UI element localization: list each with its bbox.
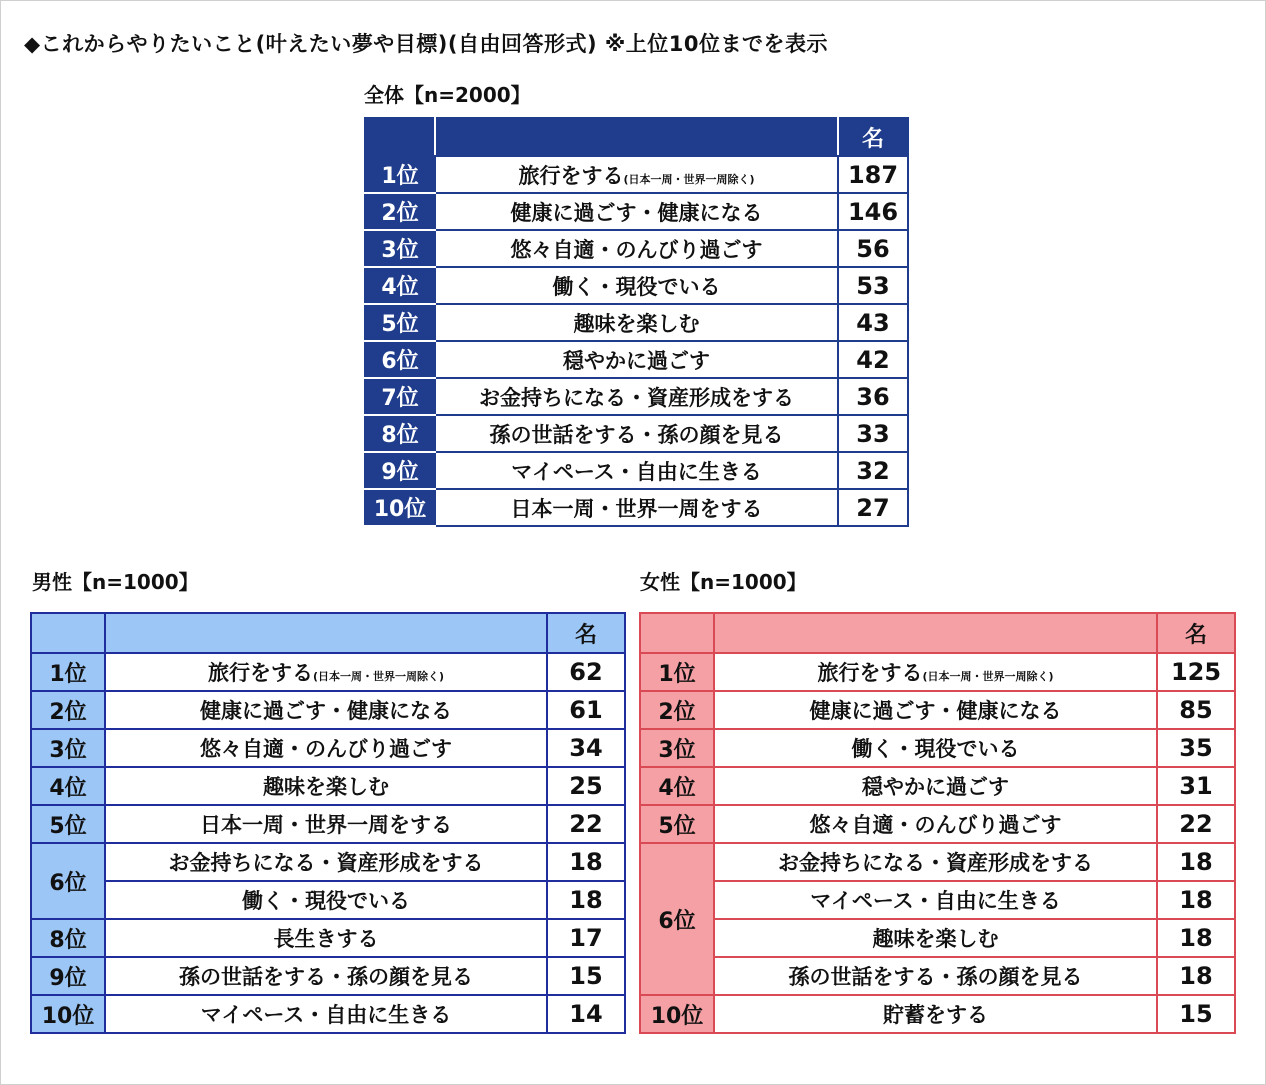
count-cell: 18 <box>1157 843 1235 881</box>
rank-cell: 3位 <box>365 230 435 267</box>
table-row <box>640 957 1235 995</box>
item-note: (日本一周・世界一周除く) <box>623 172 755 186</box>
count-cell: 53 <box>838 267 908 304</box>
table-row <box>640 767 1235 805</box>
male-caption: 男性【n=1000】 <box>32 570 199 594</box>
count-cell: 62 <box>547 653 625 691</box>
rank-cell: 6位 <box>365 341 435 378</box>
rank-cell: 2位 <box>365 193 435 230</box>
count-header-cell: 名 <box>838 118 908 156</box>
rank-header-cell <box>31 613 105 653</box>
female-ranking-table <box>639 612 1236 1034</box>
rank-cell: 1位 <box>365 156 435 193</box>
table-row <box>365 156 908 193</box>
item-header-cell <box>714 613 1157 653</box>
table-row <box>365 452 908 489</box>
item-text: 旅行をする <box>817 661 923 685</box>
count-cell: 56 <box>838 230 908 267</box>
table-row <box>31 995 625 1033</box>
table-row <box>365 489 908 526</box>
table-row <box>31 653 625 691</box>
table-header-row <box>365 118 908 156</box>
item-note: (日本一周・世界一周除く) <box>312 670 445 683</box>
item-text: 旅行をする <box>207 661 313 685</box>
count-cell: 85 <box>1157 691 1235 729</box>
table-row <box>31 805 625 843</box>
table-row <box>640 805 1235 843</box>
count-cell: 125 <box>1157 653 1235 691</box>
item-cell: 孫の世話をする・孫の顔を見る <box>714 957 1157 995</box>
item-cell: 働く・現役でいる <box>105 881 547 919</box>
item-text: 旅行をする <box>518 163 624 188</box>
count-cell: 25 <box>547 767 625 805</box>
item-cell: お金持ちになる・資産形成をする <box>105 843 547 881</box>
count-cell: 32 <box>838 452 908 489</box>
count-cell: 31 <box>1157 767 1235 805</box>
rank-cell: 3位 <box>640 729 714 767</box>
count-header-cell: 名 <box>547 613 625 653</box>
item-cell: 働く・現役でいる <box>435 267 838 304</box>
item-cell: 孫の世話をする・孫の顔を見る <box>435 415 838 452</box>
table-header-row <box>31 613 625 653</box>
item-cell <box>105 653 547 691</box>
count-cell: 22 <box>547 805 625 843</box>
rank-cell: 5位 <box>365 304 435 341</box>
table-header-row <box>640 613 1235 653</box>
rank-cell: 4位 <box>31 767 105 805</box>
count-cell: 187 <box>838 156 908 193</box>
table-row <box>640 653 1235 691</box>
rank-cell: 9位 <box>31 957 105 995</box>
male-ranking-table <box>30 612 626 1034</box>
rank-cell: 1位 <box>640 653 714 691</box>
item-cell: 趣味を楽しむ <box>714 919 1157 957</box>
rank-cell: 9位 <box>365 452 435 489</box>
item-cell <box>435 156 838 193</box>
table-row <box>365 230 908 267</box>
count-cell: 14 <box>547 995 625 1033</box>
rank-cell: 1位 <box>31 653 105 691</box>
item-cell: 孫の世話をする・孫の顔を見る <box>105 957 547 995</box>
table-row <box>31 881 625 919</box>
rank-cell: 4位 <box>640 767 714 805</box>
table-row <box>640 729 1235 767</box>
table-row <box>640 691 1235 729</box>
rank-cell: 10位 <box>31 995 105 1033</box>
count-cell: 18 <box>1157 919 1235 957</box>
rank-header-cell <box>365 118 435 156</box>
rank-cell: 2位 <box>31 691 105 729</box>
item-cell: 日本一周・世界一周をする <box>105 805 547 843</box>
overall-ranking-table <box>364 117 909 527</box>
item-cell: 悠々自適・のんびり過ごす <box>105 729 547 767</box>
table-row <box>365 341 908 378</box>
rank-header-cell <box>640 613 714 653</box>
table-row <box>640 995 1235 1033</box>
rank-cell: 6位 <box>31 843 105 919</box>
rank-cell: 4位 <box>365 267 435 304</box>
table-row <box>365 378 908 415</box>
item-header-cell <box>435 118 838 156</box>
item-cell: 悠々自適・のんびり過ごす <box>435 230 838 267</box>
count-cell: 35 <box>1157 729 1235 767</box>
count-cell: 18 <box>1157 957 1235 995</box>
count-cell: 18 <box>547 843 625 881</box>
count-cell: 61 <box>547 691 625 729</box>
table-row <box>640 843 1235 881</box>
count-cell: 42 <box>838 341 908 378</box>
rank-cell: 5位 <box>640 805 714 843</box>
item-cell: 趣味を楽しむ <box>105 767 547 805</box>
count-cell: 36 <box>838 378 908 415</box>
item-cell: 日本一周・世界一周をする <box>435 489 838 526</box>
rank-cell: 7位 <box>365 378 435 415</box>
item-cell: マイペース・自由に生きる <box>714 881 1157 919</box>
count-cell: 22 <box>1157 805 1235 843</box>
count-cell: 146 <box>838 193 908 230</box>
page-title: ◆これからやりたいこと(叶えたい夢や目標)(自由回答形式) ※上位10位までを表示 <box>24 32 828 56</box>
count-cell: 34 <box>547 729 625 767</box>
item-cell: 穏やかに過ごす <box>714 767 1157 805</box>
count-cell: 15 <box>1157 995 1235 1033</box>
rank-cell: 3位 <box>31 729 105 767</box>
overall-caption: 全体【n=2000】 <box>364 83 531 107</box>
item-cell: 健康に過ごす・健康になる <box>105 691 547 729</box>
rank-cell: 8位 <box>365 415 435 452</box>
table-row <box>640 919 1235 957</box>
rank-cell: 6位 <box>640 843 714 995</box>
table-row <box>640 881 1235 919</box>
table-row <box>365 193 908 230</box>
count-cell: 15 <box>547 957 625 995</box>
rank-cell: 5位 <box>31 805 105 843</box>
table-row <box>31 843 625 881</box>
item-cell: マイペース・自由に生きる <box>105 995 547 1033</box>
item-cell: お金持ちになる・資産形成をする <box>714 843 1157 881</box>
count-cell: 33 <box>838 415 908 452</box>
table-row <box>365 267 908 304</box>
table-row <box>31 919 625 957</box>
item-cell: 趣味を楽しむ <box>435 304 838 341</box>
table-row <box>31 691 625 729</box>
item-cell: 働く・現役でいる <box>714 729 1157 767</box>
item-note: (日本一周・世界一周除く) <box>922 670 1054 683</box>
rank-cell: 10位 <box>640 995 714 1033</box>
item-cell: 貯蓄をする <box>714 995 1157 1033</box>
count-cell: 27 <box>838 489 908 526</box>
count-header-cell: 名 <box>1157 613 1235 653</box>
count-cell: 43 <box>838 304 908 341</box>
count-cell: 17 <box>547 919 625 957</box>
rank-cell: 2位 <box>640 691 714 729</box>
table-row <box>365 415 908 452</box>
item-cell: マイペース・自由に生きる <box>435 452 838 489</box>
item-header-cell <box>105 613 547 653</box>
rank-cell: 10位 <box>365 489 435 526</box>
rank-cell: 8位 <box>31 919 105 957</box>
table-row <box>31 767 625 805</box>
item-cell: 穏やかに過ごす <box>435 341 838 378</box>
item-cell: 健康に過ごす・健康になる <box>435 193 838 230</box>
table-row <box>31 957 625 995</box>
table-row <box>31 729 625 767</box>
female-caption: 女性【n=1000】 <box>640 570 807 594</box>
item-cell <box>714 653 1157 691</box>
count-cell: 18 <box>1157 881 1235 919</box>
count-cell: 18 <box>547 881 625 919</box>
item-cell: 健康に過ごす・健康になる <box>714 691 1157 729</box>
item-cell: 長生きする <box>105 919 547 957</box>
table-row <box>365 304 908 341</box>
item-cell: お金持ちになる・資産形成をする <box>435 378 838 415</box>
item-cell: 悠々自適・のんびり過ごす <box>714 805 1157 843</box>
